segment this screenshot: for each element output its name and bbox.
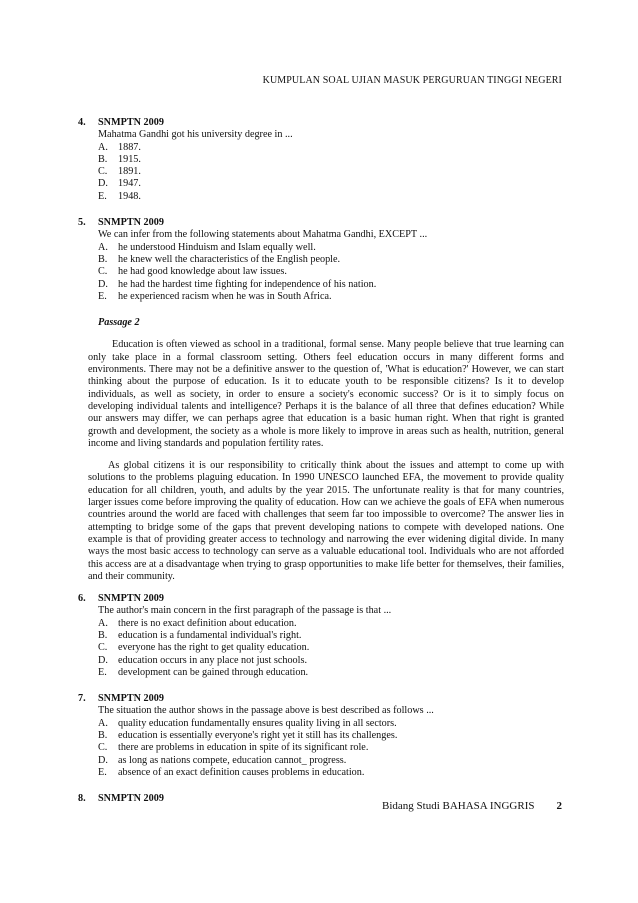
option-letter: B. — [98, 153, 108, 165]
page-header: KUMPULAN SOAL UJIAN MASUK PERGURUAN TINGGI NEGERI — [262, 75, 562, 86]
option-text: absence of an exact definition causes problems in education. — [118, 766, 365, 778]
option-letter: C. — [98, 266, 108, 278]
option-text: he had good knowledge about law issues. — [118, 266, 287, 278]
option-letter: B. — [98, 629, 108, 641]
option-text: quality education fundamentally ensures quality living in all sectors. — [118, 717, 397, 729]
answer-option — [98, 767, 564, 779]
answer-option — [98, 242, 564, 254]
question-source: SNMPTN 2009 — [98, 117, 164, 128]
answer-option — [98, 742, 564, 754]
answer-option — [98, 279, 564, 291]
option-text: there are problems in education in spite of its significant role. — [118, 742, 369, 754]
answer-option — [98, 154, 564, 166]
answer-option — [98, 618, 564, 630]
answer-option — [98, 291, 564, 303]
option-letter: D. — [98, 754, 108, 766]
option-text: he understood Hinduism and Islam equally well. — [118, 241, 316, 253]
answer-option — [98, 718, 564, 730]
question-header — [78, 117, 564, 129]
option-text: 1947. — [118, 178, 141, 190]
page-content — [78, 117, 564, 820]
option-letter: C. — [98, 742, 108, 754]
question-list-a — [78, 117, 564, 303]
answer-option — [98, 178, 564, 190]
answer-option — [98, 642, 564, 654]
option-text: 1887. — [118, 141, 141, 153]
page-number: 2 — [556, 800, 562, 812]
answer-option — [98, 254, 564, 266]
answer-option — [98, 166, 564, 178]
passage-paragraph-2: As global citizens it is our responsibility to critically think about the issues and attempt to come up with solutions to the problems plaguing education. In 1990 UNESCO launched EFA, the movement to provide quality education for all children, youth, and adults by the year 2015. The unfortunate reality is that for many countries, larger issues come before improving the quality of education. How can we achieve the goals of EFA when numerous countries around the world are faced with challenges that seem far too impossible to overcome? The answer lies in attempting to bridge some of the gaps that prevent developing nations to compete with developed nations. One example is that of providing greater access to technology and narrowing the ever widening digital divide. In many ways the most basic access to technology can serve as a valuable educational tool. Individuals who are not afforded this access are at a disadvantage when trying to grasp opportunities to make life better for themselves, their families, and their community. — [88, 460, 564, 582]
question-list-b — [78, 593, 564, 805]
question-header — [78, 217, 564, 229]
question-number: 4. — [78, 117, 86, 128]
answer-option — [98, 655, 564, 667]
option-text: he experienced racism when he was in South Africa. — [118, 290, 332, 302]
option-letter: B. — [98, 730, 108, 742]
question-stem: The author's main concern in the first paragraph of the passage is that ... — [98, 605, 392, 617]
question-number: 8. — [78, 793, 86, 805]
page-footer — [382, 800, 562, 812]
option-text: 1891. — [118, 166, 141, 178]
answer-option — [98, 266, 564, 278]
question-number: 7. — [78, 693, 86, 705]
question-header — [78, 593, 564, 605]
option-letter: A. — [98, 241, 108, 253]
question-source: SNMPTN 2009 — [98, 693, 164, 705]
option-text: education is a fundamental individual's right. — [118, 629, 302, 641]
option-text: 1915. — [118, 153, 141, 165]
question-body — [78, 705, 564, 779]
option-text: development can be gained through education. — [118, 666, 309, 678]
option-letter: D. — [98, 654, 108, 666]
footer-subject: Bidang Studi BAHASA INGGRIS — [382, 800, 535, 812]
question-header — [78, 693, 564, 705]
answer-option — [98, 667, 564, 679]
option-letter: E. — [98, 290, 107, 302]
option-letter: A. — [98, 141, 108, 153]
option-text: there is no exact definition about education. — [118, 617, 297, 629]
option-text: he had the hardest time fighting for independence of his nation. — [118, 278, 377, 290]
option-letter: A. — [98, 717, 108, 729]
passage-section — [78, 317, 564, 583]
answer-option — [98, 191, 564, 203]
answer-option — [98, 630, 564, 642]
question-stem: Mahatma Gandhi got his university degree in ... — [98, 129, 293, 141]
question-stem: The situation the author shows in the passage above is best described as follows ... — [98, 705, 434, 717]
question-item — [78, 693, 564, 779]
question-item — [78, 217, 564, 303]
question-body — [78, 605, 564, 679]
option-text: everyone has the right to get quality education. — [118, 642, 310, 654]
question-item — [78, 117, 564, 203]
question-body — [78, 129, 564, 203]
question-item — [78, 593, 564, 679]
option-letter: A. — [98, 617, 108, 629]
question-body — [78, 229, 564, 303]
option-letter: E. — [98, 666, 107, 678]
option-text: 1948. — [118, 190, 141, 202]
question-number: 5. — [78, 217, 86, 229]
option-letter: D. — [98, 178, 108, 190]
option-letter: E. — [98, 766, 107, 778]
option-letter: E. — [98, 190, 107, 202]
question-stem: We can infer from the following statements about Mahatma Gandhi, EXCEPT ... — [98, 229, 428, 241]
option-letter: C. — [98, 166, 108, 178]
question-number: 6. — [78, 593, 86, 605]
option-text: education occurs in any place not just schools. — [118, 654, 307, 666]
option-letter: C. — [98, 642, 108, 654]
answer-option — [98, 142, 564, 154]
option-text: he knew well the characteristics of the English people. — [118, 253, 341, 265]
option-letter: D. — [98, 278, 108, 290]
question-source: SNMPTN 2009 — [98, 793, 164, 805]
option-text: as long as nations compete, education cannot_ progress. — [118, 754, 347, 766]
answer-option — [98, 755, 564, 767]
question-source: SNMPTN 2009 — [98, 593, 164, 605]
option-text: education is essentially everyone's right yet it still has its challenges. — [118, 730, 398, 742]
passage-paragraph-1: Education is often viewed as school in a traditional, formal sense. Many people believe that true learning can only take place in a formal classroom setting. Others feel education occurs in many different forms and environments. There may not be a definitive answer to the question of, 'What is education?' However, we can start thinking about the purpose of education. Is it to educate youth to be responsible citizens? Is it to develop individuals, as well as society, in order to ensure a society's economic success? Or is it to simply focus on developing individual talents and intelligence? Perhaps it is the balance of all three that defines education? While our answers may differ, we can perhaps agree that education is a basic human right. When that right is granted growth and development, the society as a whole is more likely to improve in areas such as health, nutrition, general income and living standards and population fertility rates. — [88, 339, 564, 449]
question-source: SNMPTN 2009 — [98, 217, 164, 229]
option-letter: B. — [98, 253, 108, 265]
answer-option — [98, 730, 564, 742]
passage-title: Passage 2 — [98, 317, 140, 329]
